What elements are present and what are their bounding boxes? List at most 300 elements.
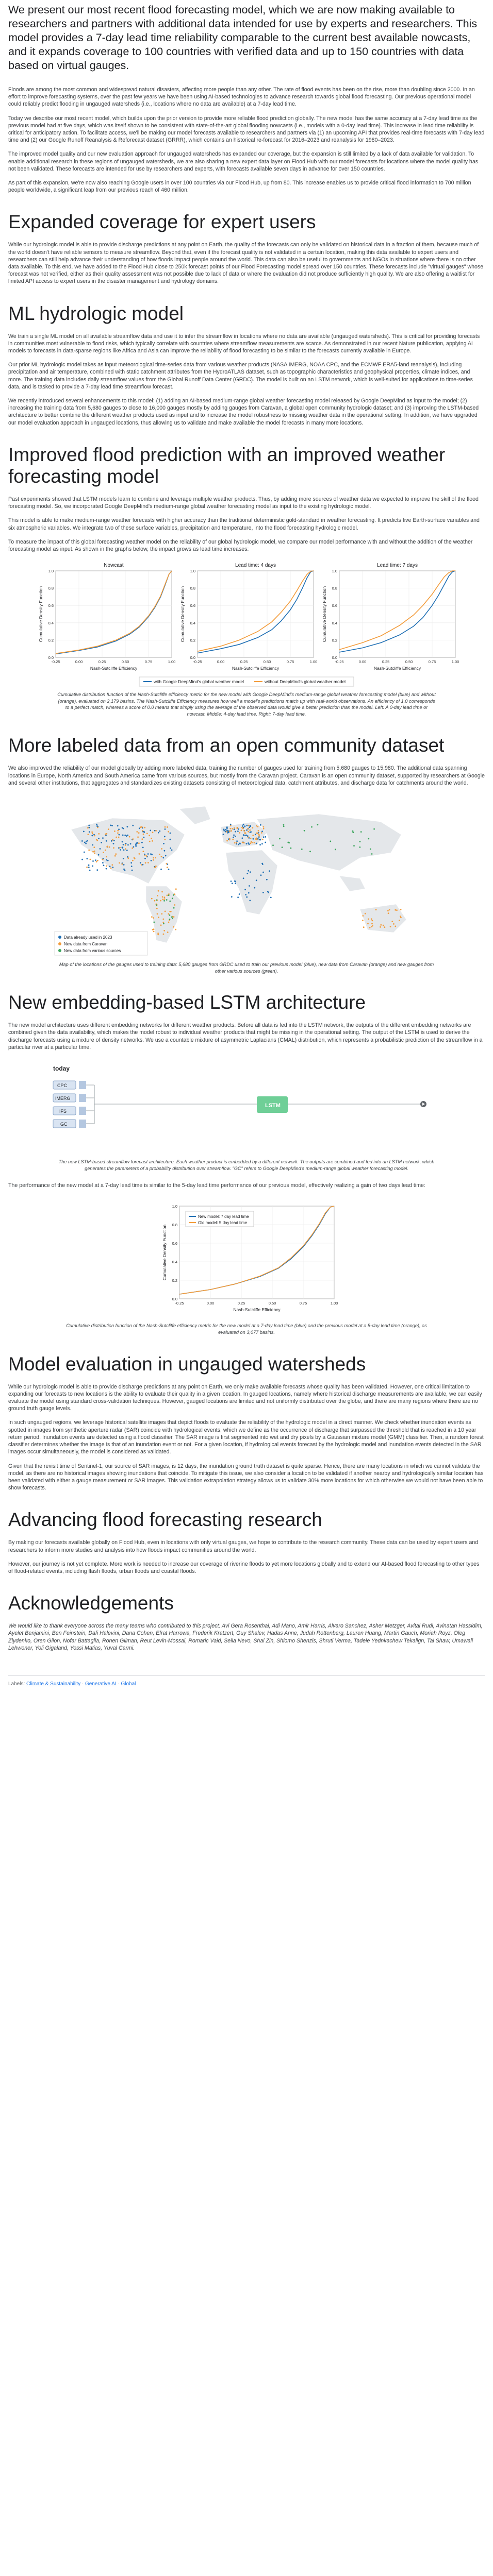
gauge-dot: [244, 889, 246, 890]
gauge-dot: [109, 846, 110, 848]
gauge-dot: [91, 835, 93, 837]
gauge-dot: [170, 848, 171, 849]
gauge-dot: [395, 926, 396, 927]
gauge-dot: [88, 825, 90, 826]
x-tick-label: 0.25: [237, 1301, 245, 1306]
gauge-dot: [243, 834, 244, 836]
legend-label-old-model: Old model: 5 day lead time: [198, 1221, 248, 1226]
gauge-dot: [241, 829, 242, 831]
article-lead: We present our most recent flood forecasting model, which we are now making available to researchers and partners with additional data intended for use by experts and researchers. This model provides a 7-day lead time reliability comparable to the current best available nowcasts, and it expands coverage to 100 countries with verified data and up to 150 countries with data based on virtual gauges.: [8, 4, 478, 72]
gauge-dot: [141, 864, 142, 866]
y-tick-label: 0.4: [190, 620, 195, 625]
gauge-dot: [227, 831, 229, 832]
gauge-dot: [94, 853, 95, 854]
y-tick-label: 0.2: [332, 638, 337, 643]
y-tick-label: 0.6: [190, 603, 195, 608]
gauge-dot: [143, 834, 144, 835]
gauge-dot: [371, 918, 372, 920]
x-tick-label: 0.00: [206, 1301, 215, 1306]
panel-title: Nowcast: [104, 563, 124, 569]
label-link-climate[interactable]: Climate & Sustainability: [26, 1681, 81, 1687]
gauge-dot: [88, 867, 90, 868]
y-tick-label: 0.0: [332, 655, 337, 660]
gauge-dot: [170, 839, 171, 840]
improved-prediction-paragraph-1: Past experiments showed that LSTM models learn to combine and leverage multiple weather products. Thus, by adding more sources of weather data we expected to improve the skill of the flood forecasting model. So, we incorporated Google DeepMind's medium-range global weather forecasting model as input to the existing hydrologic model.: [8, 496, 479, 510]
gauge-dot: [229, 828, 231, 829]
gauge-dot: [154, 867, 156, 868]
gauge-dot: [239, 843, 241, 844]
gauge-dot: [258, 834, 260, 836]
gauge-dot: [233, 837, 234, 838]
x-tick-label: 0.25: [98, 659, 106, 665]
gauge-dot: [140, 862, 141, 863]
gauge-dot: [160, 869, 162, 870]
gauge-dot: [232, 828, 233, 829]
y-tick-label: 0.8: [172, 1223, 177, 1228]
ml-model-paragraph-3: We recently introduced several enhancements to this model: (1) adding an AI-based medium-range global weather forecasting model released by Google DeepMind as input to the model; (2) increasing the training data from 5,680 gauges to close to 16,000 gauges mostly by adding gauges from Caravan, a global open community hydrologic dataset; and (3) improving the LSTM-based architecture to better combine the different weather products used as input and to increase the model robustness to missing weather data in the operational setting. In addition, we have upgraded our model evaluation approach in ungauged locations, thus allowing us to validate and make available the model forecasts in many more locations.: [8, 398, 479, 426]
gauge-dot: [396, 909, 398, 911]
gauge-dot: [370, 849, 371, 850]
gauge-dot: [129, 836, 130, 838]
gauge-dot: [301, 849, 303, 850]
x-tick-label: 1.00: [309, 659, 318, 665]
x-axis-label: Nash-Sutcliffe Efficiency: [373, 666, 421, 671]
gauge-dot: [127, 856, 128, 858]
gauge-dot: [85, 843, 87, 844]
gauge-dot: [143, 837, 145, 838]
expanded-coverage-paragraph: While our hydrologic model is able to provide discharge predictions at any point on Earth, the quality of the forecasts can only be validated on historical data in a fraction of them, because much of the world doesn't have reliable sensors to measure streamflow. Beyond that, even if the forecast quality is not validated in a certain location, making this data available to expert users and researchers can still help advance their understanding of how floods impact people around the world. This data can also be useful to governments and NGOs in situations where there is no other data available. To this end, we have added to the Flood Hub close to 250k forecast points of our Flood Forecasting model spread over 150 countries. These forecasts include "virtual gauges" whose forecast was not verified, either as their quality assessment was not possible due to lack of data or where the evaluation did not produce sufficiently high quality. We are also offering a waitlist for limited API access to expert users in the disaster management and hydrology domains.: [8, 242, 484, 285]
gauge-dot: [260, 824, 261, 826]
x-tick-label: -0.25: [51, 659, 60, 665]
gauge-dot: [169, 901, 171, 902]
y-tick-label: 0.4: [332, 620, 337, 625]
gauge-dot: [165, 826, 166, 828]
gauge-dot: [84, 842, 86, 843]
gauge-dot: [149, 841, 151, 842]
gauge-dot: [163, 930, 165, 931]
y-tick-label: 0.4: [48, 620, 54, 625]
intro-paragraph-2: Today we describe our most recent model, which builds upon the prior version to provide more reliable flood prediction globally. The new model has the same accuracy at a 7-day lead time as the previous model had at five days, which was itself shown to be consistent with state-of-the-art global flooding nowcasts (i.e., models with a 0-day lead time). This increase in lead time reliability is critical for anticipatory action. To facilitate access, we'll be making our model forecasts available to researchers and partners via (1) an upcoming API that provides real-time forecasts with 7-day lead time and (2) our Google Runoff Reanalysis & Reforecast dataset (GRRR), which contains an historical re-forecast for 2016–2023 and reanalysis for 1980–2023.: [8, 115, 485, 144]
gauge-dot: [165, 911, 166, 912]
gauge-dot: [142, 847, 144, 849]
y-tick-label: 0.2: [190, 638, 195, 643]
gauge-dot: [362, 920, 364, 921]
gauge-dot: [371, 926, 372, 927]
gauge-dot: [161, 848, 162, 850]
gauge-dot: [153, 928, 155, 930]
gauge-dot: [161, 891, 163, 893]
gauge-dot: [226, 828, 228, 829]
gauge-dot: [123, 864, 125, 866]
new-vs-old-cdf-chart: [149, 1196, 344, 1319]
svg-text:IMERG: IMERG: [55, 1096, 71, 1101]
section-heading-ml-hydrologic-model: ML hydrologic model: [8, 302, 184, 324]
gauge-dot: [117, 830, 119, 832]
ml-model-paragraph-1: We train a single ML model on all available streamflow data and use it to infer the streamflow in locations where no data are available (ungauged watersheds). This is critical for providing forecasts in communities most vulnerable to flood risks, which typically correlate with countries where streamflow measurements are scarce. As demonstrated in our recent Nature publication, applying AI models to forecasts in data-sparse regions like Africa and Asia can improve the reliability of flood forecasting to be similar to the forecasts currently available in Europe.: [8, 333, 480, 354]
gauge-dot: [257, 833, 258, 834]
gauge-dot: [106, 856, 107, 857]
gauge-dot: [235, 831, 236, 833]
gauge-dot: [263, 826, 265, 828]
gauge-dot: [152, 832, 154, 833]
gauge-dot: [232, 839, 234, 840]
gauge-dot: [390, 926, 391, 927]
gauge-dot: [242, 842, 243, 843]
gauge-dot: [159, 831, 160, 832]
gauge-dot: [97, 860, 98, 861]
gauge-dot: [265, 842, 266, 843]
gauge-dot: [164, 899, 166, 900]
gauge-dot: [250, 831, 252, 833]
gauge-dot: [166, 899, 168, 901]
gauge-dot: [102, 837, 104, 839]
legend-label-other: New data from various sources: [64, 948, 121, 954]
gauge-dot: [223, 834, 224, 835]
gauge-dot: [124, 870, 126, 871]
gauge-dot: [238, 828, 239, 830]
gauge-dot: [168, 913, 169, 915]
legend-label-caravan: New data from Caravan: [64, 942, 108, 947]
gauge-dot: [263, 828, 265, 829]
gauge-dot: [165, 828, 166, 830]
gauge-dot: [89, 870, 91, 871]
lstm-paragraph-2: The performance of the new model at a 7-day lead time is similar to the 5-day lead time performance of our previous model, effectively realizing a gain of two days lead time:: [8, 1182, 425, 1189]
gauge-dot: [106, 840, 107, 842]
gauge-dot: [88, 865, 90, 866]
gauge-dot: [363, 915, 364, 917]
gauge-dot: [122, 835, 124, 836]
gauge-dot: [143, 832, 145, 833]
gauge-dot: [153, 922, 155, 923]
gauge-dot: [162, 922, 164, 923]
gauge-dot: [164, 836, 166, 837]
gauge-dot: [163, 900, 165, 902]
y-tick-label: 0.0: [48, 655, 54, 660]
gauge-dot: [247, 873, 248, 874]
gauge-dot: [363, 926, 365, 928]
gauge-dot: [126, 835, 127, 837]
labeled-data-paragraph: We also improved the reliability of our model globally by adding more labeled data, training the number of gauges used for training from 5,680 gauges to 15,980. The additional data spanning locations in Europe, North America and South America came from various sources, but mostly from the Caravan project. Caravan is an open community dataset, supported by researchers at Google and several other institutions, that aggregates and standardizes existing datasets consisting of meteorological data, catchment attributes, and discharge data for catchments around the world.: [8, 765, 485, 786]
gauge-dot: [159, 854, 160, 855]
intro-paragraph-3: The improved model quality and our new evaluation approach for ungauged watersheds has expanded our coverage, but the expansion is still limited by a lack of data available for validation. To enable additional research in these regions of ungauged watersheds, we are also sharing a new expert data layer on Flood Hub with our model forecasts for locations where the model quality has not been validated. These forecasts are intended for use by researchers and experts, with forecasts available seven days in advance for over 150 countries.: [8, 151, 479, 172]
y-tick-label: 1.0: [172, 1204, 177, 1209]
gauge-dot: [311, 826, 313, 828]
y-tick-label: 0.6: [332, 603, 337, 608]
gauge-dot: [103, 865, 105, 866]
gauge-dot: [243, 842, 245, 844]
gauge-dot: [256, 879, 257, 881]
gauge-dot: [395, 909, 396, 911]
svg-text:GC: GC: [60, 1122, 68, 1127]
gauge-dot: [95, 859, 96, 861]
gauge-dot: [81, 859, 83, 860]
gauge-dot: [113, 847, 114, 849]
gauge-dot: [253, 838, 254, 840]
gauge-dot: [151, 838, 152, 839]
gauge-dot: [252, 835, 254, 836]
gauge-dot: [256, 825, 257, 827]
section-heading-acknowledgements: Acknowledgements: [8, 1592, 174, 1614]
gauge-dot: [130, 862, 132, 863]
gauge-dot: [242, 828, 244, 829]
x-axis-label: Nash-Sutcliffe Efficiency: [232, 666, 280, 671]
gauge-dot: [233, 835, 235, 836]
gauge-dot: [87, 827, 89, 829]
gauge-dot: [400, 917, 402, 918]
gauge-dot: [365, 913, 366, 914]
gauge-dot: [234, 827, 235, 829]
label-link-global[interactable]: Global: [121, 1681, 136, 1687]
gauge-dot: [282, 846, 283, 848]
gauge-dot: [106, 859, 107, 861]
gauge-dot: [160, 924, 162, 926]
gauge-dot: [400, 909, 402, 910]
gauge-dot: [113, 840, 115, 841]
gauge-dot: [236, 840, 238, 842]
gauge-dot: [119, 862, 120, 864]
gauge-dot: [105, 850, 106, 851]
architecture-caption: The new LSTM-based streamflow forecast architecture. Each weather product is embedded by a different network. The outputs are combined and fed into an LSTM network, which generates the parameters of a probability distribution over streamflow. "GC" refers to Google DeepMind's medium-range global weather forecasting model.: [58, 1159, 435, 1171]
gauge-dot: [157, 934, 159, 936]
gauge-dot: [371, 853, 373, 855]
gauge-dot: [231, 896, 233, 897]
gauge-dot: [375, 909, 377, 910]
gauge-dot: [88, 834, 89, 835]
gauge-dot: [257, 826, 259, 827]
gauge-dot: [89, 831, 90, 833]
gauge-dot: [229, 839, 231, 841]
gauge-dot: [162, 899, 164, 900]
gauge-dot: [133, 846, 135, 848]
gauge-dot: [135, 844, 137, 845]
y-tick-label: 1.0: [190, 569, 195, 574]
gauge-dot: [94, 851, 95, 852]
gauge-dot: [254, 887, 255, 889]
gauge-dot: [116, 837, 117, 838]
gauge-dot: [393, 923, 395, 925]
gauge-dot: [111, 840, 112, 842]
gauge-dot: [123, 844, 124, 845]
cdf-comparison-chart: [20, 560, 473, 688]
gauge-dot: [235, 836, 236, 837]
gauge-dot: [119, 847, 121, 849]
section-heading-improved-prediction: Improved flood prediction with an improved weather forecasting model: [8, 444, 446, 487]
architecture-diagram: [32, 1058, 461, 1156]
gauge-dot: [251, 842, 253, 843]
gauge-dot: [167, 931, 169, 933]
gauge-dot: [165, 855, 167, 857]
gauge-dot: [288, 842, 290, 844]
gauge-dot: [127, 826, 128, 827]
gauge-dot: [283, 824, 285, 826]
gauge-dot: [127, 844, 129, 846]
section-heading-ungauged-evaluation: Model evaluation in ungauged watersheds: [8, 1353, 366, 1375]
gauge-dot: [150, 830, 151, 832]
x-tick-label: 0.00: [75, 659, 83, 665]
gauge-dot: [86, 841, 87, 842]
gauge-dot: [89, 827, 90, 828]
ungauged-paragraph-1: While our hydrologic model is able to provide discharge predictions at any point on Earth, we only make available forecasts whose quality has been validated. However, one critical limitation to expanding our forecasts to new locations is the ability to evaluate their quality in a given location. In gauged locations, namely where historical discharge measurements are available, we can easily evaluate the model using standard cross-validation techniques. However, gauged locations are limited and not uniformly distributed over the globe, and there are many regions where there are no ground truth gauge levels.: [8, 1383, 482, 1412]
gauge-dot: [84, 852, 85, 853]
gauge-dot: [272, 844, 274, 846]
gauge-dot: [389, 909, 390, 910]
today-label: today: [53, 1065, 70, 1073]
section-heading-expanded-coverage: Expanded coverage for expert users: [8, 211, 316, 233]
gauge-dot: [96, 824, 97, 825]
gauge-dot: [229, 831, 231, 832]
gauge-dot: [122, 846, 123, 848]
gauge-dot: [238, 844, 239, 845]
gauge-dot: [110, 825, 111, 826]
gauge-dot: [263, 836, 265, 838]
gauge-dot: [100, 848, 101, 850]
x-tick-label: 0.75: [286, 659, 294, 665]
gauge-dot: [127, 835, 128, 836]
gauge-dot: [167, 826, 168, 828]
x-tick-label: 0.75: [299, 1301, 307, 1306]
gauge-dot: [261, 843, 263, 845]
cdf-panel-2: [322, 563, 459, 671]
gauge-dot: [380, 924, 382, 926]
gauge-dot: [250, 825, 251, 826]
gauge-dot: [154, 900, 156, 902]
x-tick-label: -0.25: [193, 659, 202, 665]
gauge-dot: [149, 835, 150, 836]
gauge-dot: [162, 919, 164, 920]
x-tick-label: 0.50: [268, 1301, 276, 1306]
intro-paragraph-4: As part of this expansion, we're now also reaching Google users in over 100 countries via our Flood Hub, up from 80. This increase enables us to provide critical flood information to 700 million people worldwide, a significant leap from our previous reach of 460 million.: [8, 180, 471, 194]
gauge-dot: [142, 864, 144, 866]
lstm-block: [257, 1096, 288, 1113]
cdf-chart-caption: Cumulative distribution function of the Nash-Sutcliffe efficiency metric for the new model with Google DeepMind's medium-range global weather forecasting model (blue) and without (orange), evaluated on 2,179 basins. The Nash-Sutcliffe Efficiency measures how well a model's predictions match up with real-world observations. An efficiency of 1.0 corresponds to a perfect match, whereas a score of 0.0 means that simply using the average of the observed data would give a better prediction than the model. Left: A 0-day lead time or nowcast. Middle: 4-day lead time. Right: 7-day lead time.: [57, 692, 436, 717]
gauge-dot: [130, 843, 132, 845]
gauge-dot: [167, 867, 168, 868]
gauge-dot: [125, 848, 126, 850]
y-tick-label: 0.0: [190, 655, 195, 660]
gauge-dot: [153, 859, 154, 861]
gauge-dot: [369, 927, 371, 928]
gauge-dot: [153, 917, 154, 919]
gauge-dot: [93, 846, 95, 848]
advancing-paragraph-1: By making our forecasts available globally on Flood Hub, even in locations with only virtual gauges, we hope to contribute to the research community. These data can be used by expert users and researchers to inform more studies and analysis into how floods impact communities around the world.: [8, 1539, 479, 1553]
gauge-dot: [223, 828, 225, 830]
gauge-dot: [97, 827, 98, 828]
gauge-dot: [168, 922, 170, 923]
gauge-dot: [380, 926, 381, 928]
gauge-dot: [230, 824, 232, 825]
gauge-dot: [246, 896, 248, 898]
gauge-dot: [142, 830, 143, 832]
section-heading-lstm-architecture: New embedding-based LSTM architecture: [8, 992, 366, 1013]
gauge-dot: [168, 831, 169, 833]
gauge-dot: [399, 920, 400, 921]
gauge-dot: [242, 825, 243, 827]
gauge-dot: [139, 853, 140, 855]
y-tick-label: 0.0: [172, 1297, 177, 1302]
gauge-dot: [163, 934, 165, 935]
gauge-dot: [261, 832, 262, 834]
gauge-dot: [283, 825, 285, 827]
x-tick-label: -0.25: [175, 1301, 184, 1306]
gauge-dot: [250, 838, 252, 839]
gauge-dot: [132, 825, 134, 826]
gauge-dot: [368, 838, 369, 840]
acknowledgements-paragraph: We would like to thank everyone across the many teams who contributed to this project: Avi Gera Rosenthal, Adi Mano, Amir Harris, Alvaro Sanchez, Asher Metzger, Avital Rudi, Avinatan Hassidim, Ayelet Benjamini, Ben Feinstein, Dafi Halevini, Dana Cohen, Efrat Harrowa, Frederik Kratzert, Guy Shalev, Hadas Anne, Judah Rottenberg, Lauren Huang, Martin Gauch, Moriah Royz, Oleg Zlydenko, Oren Gilon, Nofar Battaglia, Ronen Gilman, Reut Levin-Mossai, Romaric Vaid, Sella Nevo, Shai Zin, Shlomo Shenzis, Shruti Verma, Tadele Yednkachew Tekalign, Tal Shaw, Umawali Lehwoner, Yoli Gigaland, Yossi Matias, Yuval Carmi.: [8, 1623, 483, 1651]
gauge-dot: [102, 862, 104, 863]
gauge-dot: [151, 860, 152, 861]
gauge-dot: [317, 824, 319, 825]
gauge-dot: [152, 840, 153, 842]
gauge-dot: [137, 842, 138, 843]
gauge-dot: [248, 825, 250, 826]
x-axis-label: Nash-Sutcliffe Efficiency: [233, 1307, 281, 1313]
gauge-dot: [225, 829, 226, 831]
x-tick-label: 0.50: [405, 659, 413, 665]
gauge-dot: [249, 829, 251, 831]
gauge-dot: [279, 838, 281, 840]
gauge-dot: [98, 854, 100, 856]
gauge-dot: [371, 923, 373, 925]
input-cpc: [53, 1081, 86, 1089]
gauge-dot: [106, 866, 107, 867]
gauge-dot: [138, 832, 140, 834]
gauge-dot: [145, 862, 146, 863]
gauge-dot: [244, 835, 246, 836]
svg-text:LSTM: LSTM: [265, 1103, 281, 1109]
gauge-dot: [241, 837, 243, 839]
gauge-dot: [260, 874, 262, 876]
x-tick-label: 0.75: [144, 659, 153, 665]
gauge-dot: [174, 893, 175, 895]
gauge-dot: [259, 844, 261, 845]
gauge-dot: [249, 900, 251, 902]
gauge-dot: [153, 857, 154, 859]
section-heading-advancing-research: Advancing flood forecasting research: [8, 1509, 322, 1531]
gauge-dot: [248, 837, 249, 838]
gauge-dot: [106, 833, 107, 835]
gauge-dot: [158, 832, 159, 834]
gauge-dot: [98, 833, 100, 835]
gauge-dot: [138, 842, 140, 844]
gauge-dot: [262, 892, 264, 893]
gauge-dot: [248, 831, 249, 833]
gauge-dot: [87, 858, 88, 859]
gauge-dot: [98, 838, 100, 839]
gauge-dot: [246, 843, 248, 844]
gauge-dot: [124, 835, 126, 836]
gauge-dot: [268, 892, 269, 893]
gauge-dot: [132, 848, 133, 849]
gauge-dot: [171, 850, 173, 851]
input-gc: [53, 1120, 86, 1128]
gauge-dot: [236, 843, 237, 845]
gauge-dot: [155, 857, 156, 858]
y-tick-label: 0.6: [48, 603, 54, 608]
gauge-locations-map: [51, 793, 442, 958]
gauge-dot: [236, 842, 237, 843]
gauge-dot: [163, 923, 165, 924]
gauge-dot: [156, 904, 157, 906]
gauge-dot: [247, 828, 249, 829]
gauge-dot: [249, 885, 250, 887]
label-link-generative-ai[interactable]: Generative AI: [85, 1681, 117, 1687]
input-imerg: [53, 1094, 86, 1102]
gauge-dot: [261, 831, 263, 832]
gauge-dot: [92, 844, 93, 846]
gauge-dot: [234, 828, 235, 830]
gauge-dot: [269, 870, 270, 872]
legend-label-grdc: Data already used in 2023: [64, 935, 112, 940]
